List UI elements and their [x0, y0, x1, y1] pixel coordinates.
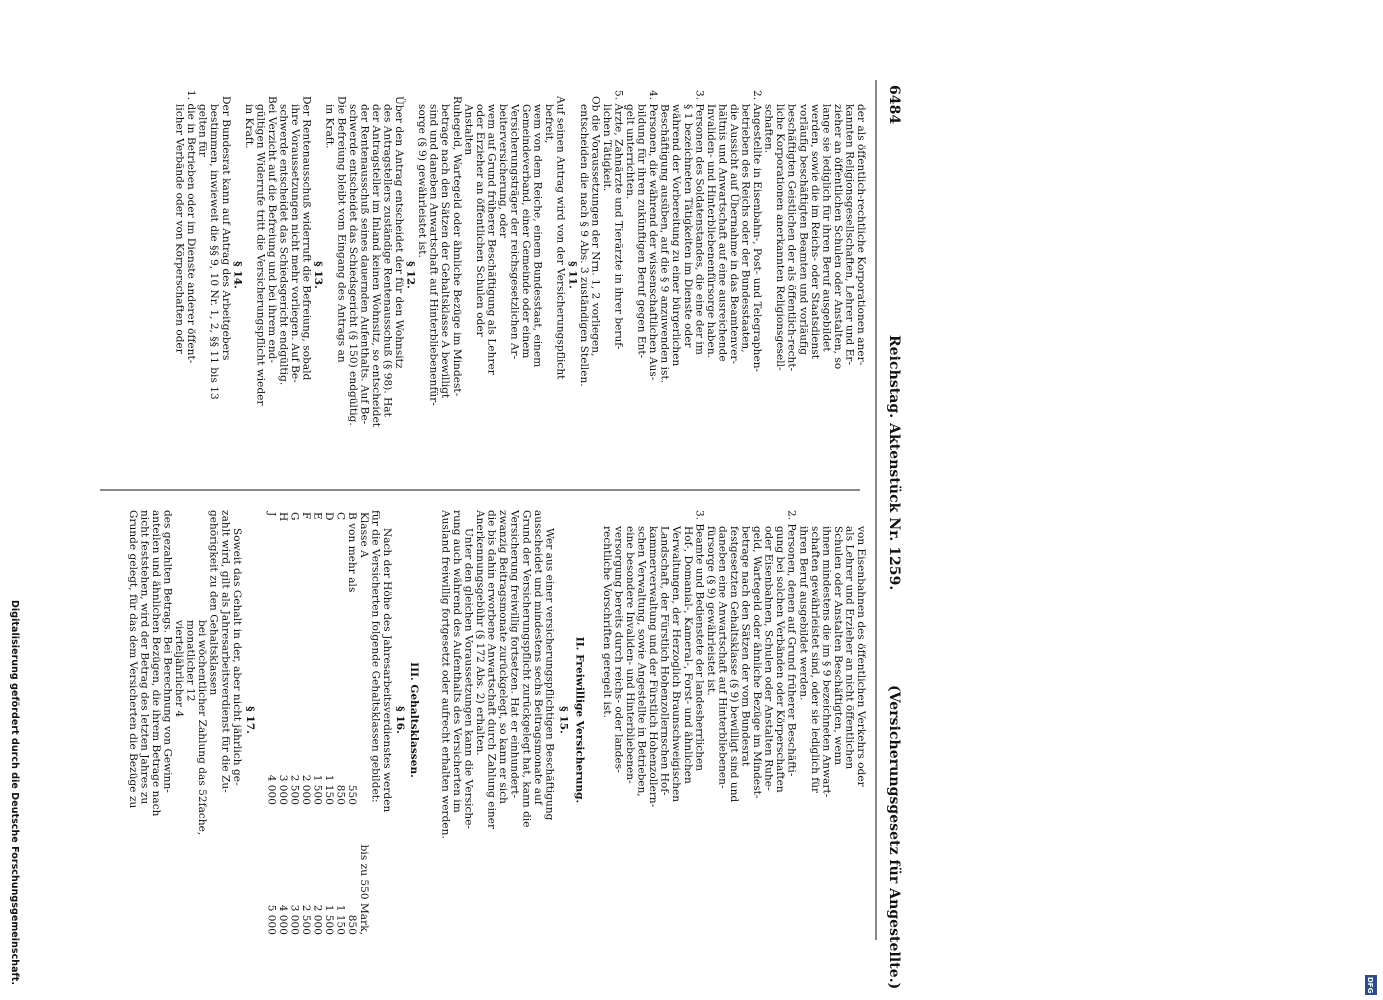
- paragraph-heading: § 16.: [393, 706, 406, 734]
- text-line: monatlicher 12: [184, 620, 197, 702]
- text-line: anteilen und ähnlichen Bezügen, die ihrem Betrage nach: [149, 510, 162, 817]
- text-line: befreit,: [543, 104, 556, 144]
- text-line: fürsorge (§ 9) gewährleistet ist.: [704, 526, 717, 696]
- text-line: rechtliche Vorschriften geregelt ist.: [600, 526, 613, 718]
- class-to-value: 2 500: [300, 904, 312, 935]
- text-line: betrage nach den Sätzen der Gehaltsklasse A bewilligt: [439, 104, 452, 399]
- text-line: Invaliden- und Hinterbliebenenfürsorge haben.: [704, 104, 717, 359]
- text-line: betrage nach den Sätzen der vom Bundesrat: [739, 526, 752, 767]
- class-from-value: 550: [346, 784, 359, 805]
- paragraph-heading: § 15.: [557, 706, 570, 734]
- text-line: Beschäftigung ausüben, auf die § 9 anzuwenden ist.: [658, 104, 671, 384]
- text-line: die bis dahin erworbene Anwartschaft durch Zahlung einer: [485, 510, 498, 830]
- page-number: 6484: [886, 85, 902, 125]
- class-to-value: 5 000: [265, 904, 278, 935]
- class-to-value: 850: [346, 914, 359, 935]
- text-line: Die Befreiung bleibt vom Eingang des Antrags an: [335, 96, 348, 363]
- header-title-right: (Versicherungsgesetz für Angestellte.): [886, 685, 902, 990]
- class-to-value: 3 000: [288, 904, 301, 935]
- class-to-value: 2 000: [311, 904, 324, 935]
- class-label: B von mehr als: [346, 512, 359, 593]
- text-line: Versicherung freiwillig fortsetzen. Hat er einhundert-: [508, 510, 521, 799]
- text-line: rung auch während des Aufenthalts des Versicherten im: [450, 510, 463, 813]
- paragraph-heading: § 11.: [566, 261, 579, 289]
- text-line: sorge (§ 9) gewährleistet ist.: [416, 104, 429, 258]
- text-line: Auf seinen Antrag wird von der Versicherungspflicht: [554, 96, 567, 380]
- dfg-logo-text: DFG: [1366, 977, 1374, 994]
- text-line: vorläufig beschäftigten Beamten und vorläufig: [797, 104, 810, 356]
- text-line: Bei Verzicht auf die Befreiung und bei ihrem end-: [265, 96, 278, 363]
- paragraph-heading: § 13.: [312, 261, 325, 289]
- rotated-page: [100, 80, 902, 989]
- text-line: für die Versicherten folgende Gehaltsklassen gebildet:: [369, 510, 382, 803]
- text-line: vierteljährlicher 4: [173, 620, 186, 718]
- text-line: zieher an öffentlichen Schulen oder Anstalten, so: [831, 104, 844, 370]
- text-line: Ausland freiwillig fortgesetzt oder aufrecht erhalten werden.: [439, 510, 452, 839]
- text-line: geld, Wartegeld oder ähnliche Bezüge im Mindest-: [751, 526, 764, 799]
- paragraph-heading: § 17.: [243, 706, 256, 734]
- paragraph-heading: § 14.: [231, 261, 244, 289]
- text-line: in Kraft.: [242, 104, 255, 149]
- class-to-value: bis zu 550 Mark,: [357, 844, 370, 935]
- class-from-value: 2 000: [300, 774, 312, 805]
- text-line: Soweit das Gehalt in der, aber nicht jährlich ge-: [230, 528, 243, 786]
- class-from-value: 2 500: [288, 774, 301, 805]
- class-to-value: 1 500: [323, 904, 336, 935]
- text-line: gehörigkeit zu den Gehaltsklassen: [207, 510, 220, 696]
- right-column: [127, 509, 867, 935]
- text-line: versorgung bereits durch reichs- oder landes-: [612, 526, 625, 773]
- text-line: bestimmen, inwieweit die §§ 9, 10 Nr. 1, 2, §§ 11 bis 13: [208, 104, 221, 400]
- text-line: ihnen mindestens die im § 9 bezeichneten Anwart-: [820, 526, 833, 798]
- class-label: F: [300, 512, 312, 520]
- text-line: Landschaft, der Fürstlich Hohenzollernschen Hof-: [658, 526, 671, 796]
- text-line: oder Eisenbahnen, Schulen oder Anstalten Ruhe-: [762, 526, 775, 791]
- text-line: gung bei solchen Verbänden oder Körperschaften: [774, 526, 787, 793]
- text-line: Versicherungsträger der reichsgesetzlichen Ar-: [508, 104, 521, 360]
- text-line: schwerde entscheidet das Schiedsgericht endgültig.: [277, 104, 290, 386]
- text-line: § 1 bezeichneten Tätigkeiten im Dienste oder: [681, 104, 694, 348]
- text-line: von Eisenbahnen des öffentlichen Verkehrs oder: [855, 526, 867, 787]
- text-line: 2. Angestellte in Eisenbahn-, Post- und Telegraphen-: [751, 90, 764, 373]
- text-line: licher Verbände oder von Körperschaften oder: [173, 104, 186, 354]
- text-line: Verwaltungen, der Herzoglich Braunschweigischen: [670, 526, 683, 803]
- text-line: in Kraft.: [323, 104, 336, 149]
- text-line: gelt unterrichten.: [624, 104, 636, 200]
- class-label: J: [265, 512, 278, 517]
- text-line: 1. die in Betrieben oder im Dienste anderer öffent-: [185, 90, 198, 364]
- text-line: Der Rentenausschuß widerruft die Befreiung, sobald: [300, 96, 313, 381]
- text-line: werden, sowie die im Reichs- oder Staatsdienst: [808, 104, 821, 359]
- text-line: 4. Personen, die während der wissenschaftlichen Aus-: [647, 90, 660, 381]
- class-label: D: [323, 512, 336, 521]
- text-line: Der Bundesrat kann auf Antrag des Arbeitgebers: [219, 96, 232, 361]
- text-line: betrieben des Reichs oder der Bundesstaaten,: [739, 104, 752, 353]
- class-label: Klasse A: [357, 512, 370, 558]
- text-line: der als öffentlich-rechtliche Korporationen aner-: [855, 104, 867, 366]
- text-line: nicht feststehen, wird der Betrag des letzten Jahres zu: [138, 510, 151, 805]
- text-line: eine besondere Invaliden- und Hinterbliebenen-: [624, 526, 636, 784]
- text-line: Ruhegeld, Wartegeld oder ähnliche Bezüge im Mindest-: [450, 96, 463, 397]
- text-line: Wer aus einer versicherungspflichtigen Beschäftigung: [543, 528, 556, 821]
- text-line: wem von dem Reiche, einem Bundesstaat, einem: [531, 104, 544, 368]
- class-from-value: 4 000: [265, 774, 278, 805]
- class-label: E: [311, 512, 324, 520]
- class-to-value: 4 000: [276, 904, 289, 935]
- text-line: ausscheidet und mindestens sechs Beitragsmonate auf: [531, 510, 544, 805]
- text-line: zahlt wird, gilt als Jahresarbeitsverdienst für die Zu-: [219, 510, 232, 793]
- text-line: Ob die Voraussetzungen der Nrn. 1, 2 vorliegen,: [589, 96, 602, 357]
- text-line: 3. Personen des Soldatenstandes, die eine der im: [693, 90, 706, 355]
- paragraph-heading: § 12.: [404, 261, 417, 289]
- text-line: beschäftigten Geistlichen der als öffentlich-recht-: [785, 104, 798, 372]
- section-heading: II. Freiwillige Versicherung.: [573, 636, 586, 804]
- text-line: als Lehrer und Erzieher an nicht öffentlichen: [843, 526, 856, 770]
- class-from-value: 1 150: [323, 774, 336, 805]
- class-from-value: 1 500: [311, 774, 324, 805]
- text-line: des Antragstellers zuständige Rentenausschuß (§ 98). Hat: [381, 104, 394, 417]
- class-label: C: [334, 512, 347, 521]
- dfg-logo: [1365, 975, 1377, 995]
- class-label: G: [288, 512, 301, 521]
- text-line: wem auf Grund früherer Beschäftigung als Lehrer: [485, 104, 498, 375]
- text-line: Über den Antrag entscheidet der für den Wohnsitz: [393, 96, 405, 369]
- text-line: kannten Religionsgesellschaften, Lehrer und Er-: [843, 104, 856, 366]
- text-line: 2. Personen, denen auf Grund früherer Beschäfti-: [785, 510, 798, 777]
- text-line: zwanzig Beitragsmonate zurückgelegt, so kann er sich: [497, 510, 510, 804]
- class-from-value: 3 000: [276, 774, 289, 805]
- text-line: Nach der Höhe des Jahresarbeitsverdienstes werden: [380, 528, 393, 813]
- text-line: Gemeindeverband, einer Gemeinde oder einem: [520, 104, 533, 359]
- text-line: liche Korporationen anerkannten Religionsgesell-: [774, 104, 787, 371]
- text-line: festgesetzten Gehaltsklasse (§ 9) bewilligt sind und: [727, 526, 740, 803]
- text-line: lichen Tätigkeit.: [600, 104, 613, 192]
- text-line: während der Vorbereitung zu einer bürgerlichen: [670, 104, 683, 367]
- text-line: lange sie lediglich für ihren Beruf ausgebildet: [820, 104, 833, 352]
- text-line: kammerverwaltung und der Fürstlich Hohenzollern-: [647, 526, 660, 808]
- class-from-value: 850: [334, 784, 347, 805]
- header-title-left: Reichstag. Aktenstück Nr. 1259.: [886, 335, 902, 591]
- text-line: Unter den gleichen Voraussetzungen kann die Versiche-: [462, 528, 475, 830]
- text-line: sind und daneben Anwartschaft auf Hinterbliebenenfür-: [427, 104, 440, 406]
- text-line: Grund der Versicherungspflicht zurückgelegt hat, kann die: [520, 510, 533, 828]
- text-line: hältnis und Anwartschaft auf eine ausreichende: [716, 104, 729, 362]
- text-line: 3. Beamte und Bedienstete der landesherrlichen: [693, 510, 706, 772]
- section-heading: III. Gehaltsklassen.: [407, 662, 420, 778]
- class-label: H: [276, 512, 289, 522]
- text-line: ihren Beruf ausgebildet werden.: [797, 526, 810, 701]
- text-line: gelten für: [196, 104, 209, 157]
- text-line: Anstalten: [462, 104, 475, 156]
- text-line: der Antragsteller im Inland keinen Wohnsitz, so entscheidet: [369, 104, 382, 428]
- text-line: Grunde gelegt, für das dem Versicherten die Bezüge zu: [126, 510, 139, 809]
- text-line: schen Verwaltung, sowie Angestellte in Betrieben,: [635, 526, 648, 797]
- text-line: der Rentenausschuß seines dauernden Aufenthalts. Auf Be-: [358, 104, 371, 425]
- text-line: schaften.: [762, 104, 775, 154]
- text-line: Hof-, Domanial-, Kameral-, Forst- und ähnlichen: [681, 526, 694, 784]
- text-line: 5. Ärzte, Zahnärzte und Tierärzte in ihrer beruf-: [612, 90, 625, 350]
- text-line: des gezahlten Betrags. Bei Berechnung von Gewinn-: [161, 510, 174, 793]
- text-line: gültigen Widerrufe tritt die Versicherungspflicht wieder: [254, 104, 267, 406]
- text-line: bei wöchentlicher Zahlung das 52fache,: [196, 620, 209, 836]
- text-line: beiterversicherung, oder: [496, 104, 509, 238]
- page-header: [876, 80, 902, 989]
- class-to-value: 1 150: [334, 904, 347, 935]
- text-line: schaften gewährleistet sind, oder sie lediglich für: [808, 526, 821, 794]
- text-line: bildung für ihren zukünftigen Beruf gegen Ent-: [635, 104, 648, 359]
- digitization-note: Digitalisierung gefördert durch die Deutsche Forschungsgemeinschaft.: [9, 600, 20, 985]
- text-line: die Aussicht auf Übernahme in das Beamtenver-: [727, 104, 740, 365]
- text-line: Schulen oder Anstalten Beschäftigten, wenn: [831, 526, 844, 766]
- text-line: Anerkennungsgebühr (§ 172 Abs. 2) erhalten.: [474, 510, 487, 756]
- text-line: entscheiden die nach § 9 Abs. 3 zuständigen Stellen.: [577, 104, 590, 387]
- text-line: daneben eine Anwartschaft auf Hinterbliebenen-: [716, 526, 729, 789]
- text-line: ihre Voraussetzungen nicht mehr vorliegen. Auf Be-: [289, 104, 302, 383]
- text-line: oder Erzieher an öffentlichen Schulen oder: [473, 104, 486, 337]
- left-column: [174, 90, 867, 428]
- text-line: schwerde entscheidet das Schiedsgericht (§ 150) endgültig.: [346, 104, 359, 426]
